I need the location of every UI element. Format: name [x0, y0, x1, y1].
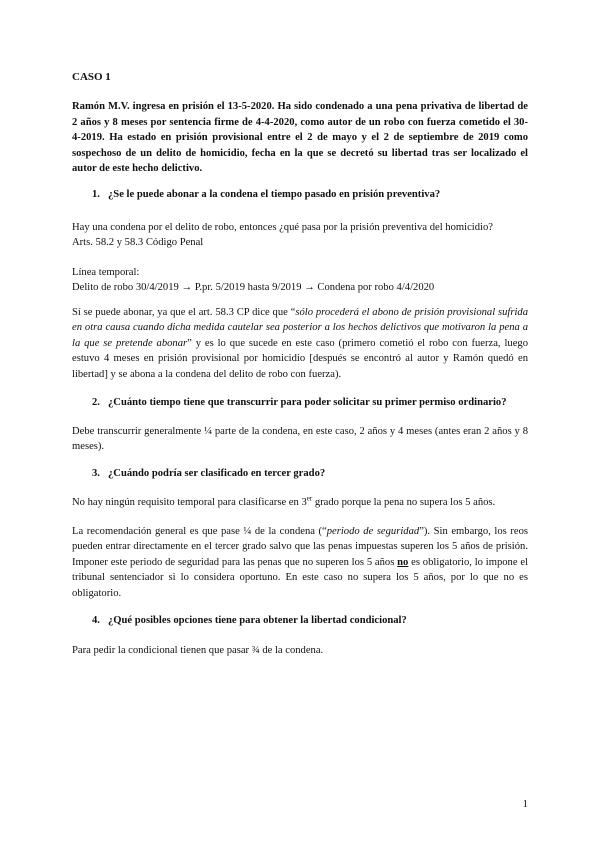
question-1 — [92, 188, 528, 202]
q1-answer — [72, 305, 528, 382]
timeline-text: Delito de robo 30/4/2019 → P.pr. 5/2019 hasta 9/2019 → Condena por robo 4/4/2020 — [72, 282, 435, 294]
page-number: 1 — [522, 798, 528, 810]
question-2 — [92, 396, 528, 410]
q3-answer-2 — [72, 524, 528, 601]
q2-answer: Debe transcurrir generalmente ¼ parte de la condena, en este caso, 2 años y 4 meses (antes eran 2 años y 8 meses). — [72, 426, 528, 453]
q3-answer-2-italic: periodo de seguridad — [326, 526, 420, 537]
q1-answer-quote: sólo procederá el abono de prisión provisional sufrida en otra causa cuando dicha medida cautelar sea posterior a los hechos delictivos que motivaron la pena a la que se pretende abonar — [72, 307, 528, 349]
q1-answer-part-b: ” y es lo que sucede en este caso (primero cometió el robo con fuerza, luego estuvo 4 meses en prisión provisional por homicidio [después se encontró al autor y Ramón quedó en libertad] y se abona a la condena del delito de robo con fuerza). — [72, 337, 529, 380]
q3-answer-2-underline: no — [397, 556, 409, 568]
question-3 — [92, 467, 528, 481]
q1-answer-part-a: Sí se puede abonar, ya que el art. 58.3 CP dice que “ — [72, 307, 296, 318]
q3-answer-2-part-c: es obligatorio, lo impone el tribunal sentenciador si lo considera oportuno. En este caso no supera los 5 años, por lo que no es obligatorio. — [72, 556, 528, 599]
q3-answer-1-sup: er — [306, 494, 313, 503]
question-3-text: ¿Cuándo podría ser clasificado en tercer grado? — [108, 468, 326, 479]
q1-timeline — [72, 265, 528, 296]
q1-note — [72, 220, 528, 251]
q1-note-line-2: Arts. 58.2 y 58.3 Código Penal — [72, 237, 204, 249]
case-title: CASO 1 — [72, 71, 111, 83]
question-1-number: 1. — [92, 189, 100, 200]
q1-note-line-1: Hay una condena por el delito de robo, entonces ¿qué pasa por la prisión preventiva del homicidio? — [72, 222, 493, 233]
q3-answer-2-part-b: ”). Sin embargo, los reos pueden entrar directamente en el tercer grado salvo que las penas impuestas superen los 5 años de prisión. Imponer este periodo de seguridad para las penas que no superen los 5 años — [72, 526, 528, 568]
question-3-number: 3. — [92, 468, 100, 479]
q4-answer: Para pedir la condicional tienen que pasar ¾ de la condena. — [72, 645, 324, 656]
question-2-number: 2. — [92, 397, 100, 408]
case-statement: Ramón M.V. ingresa en prisión el 13-5-2020. Ha sido condenado a una pena privativa de libertad de 2 años y 8 meses por sentencia firme de 4-4-2020, como autor de un robo con fuerza cometido el 30-4-2019. Ha estado en prisión provisional entre el 2 de mayo y el 2 de septiembre de 2019 como sospechoso de un delito de homicidio, fecha en la que se decretó su libertad tras ser localizado el autor de este hecho delictivo. — [72, 101, 528, 175]
q3-answer-1-part-b: grado porque la pena no supera los 5 años. — [312, 497, 496, 508]
q3-answer-1 — [72, 495, 528, 510]
question-2-text: ¿Cuánto tiempo tiene que transcurrir para poder solicitar su primer permiso ordinario? — [108, 397, 507, 408]
q3-answer-2-part-a: La recomendación general es que pase ¼ de la condena (“ — [72, 526, 327, 537]
question-1-text: ¿Se le puede abonar a la condena el tiempo pasado en prisión preventiva? — [108, 189, 441, 200]
question-4-text: ¿Qué posibles opciones tiene para obtener la libertad condicional? — [108, 615, 407, 626]
timeline-label: Línea temporal: — [72, 267, 140, 278]
question-4 — [92, 614, 528, 628]
q3-answer-1-part-a: No hay ningún requisito temporal para clasificarse en 3 — [72, 497, 307, 508]
question-4-number: 4. — [92, 615, 100, 626]
